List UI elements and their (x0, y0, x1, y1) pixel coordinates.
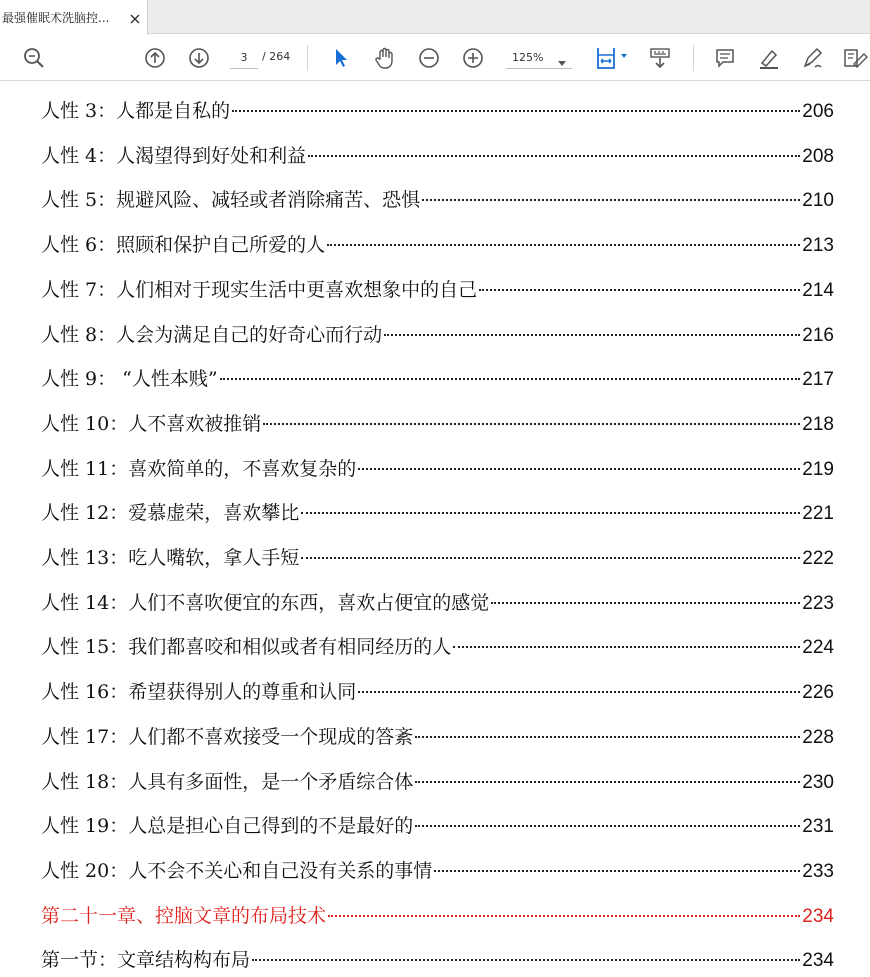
toc-entry-title: 人性 4：人渴望得到好处和利益 (41, 144, 307, 167)
toc-entry[interactable] (41, 588, 834, 618)
toc-entry[interactable] (41, 811, 834, 841)
toc-entry-title: 人性 7：人们相对于现实生活中更喜欢想象中的自己 (41, 278, 478, 301)
zoom-out-button[interactable] (414, 43, 444, 73)
zoom-search-button[interactable] (19, 43, 49, 73)
caret-down-icon (558, 56, 566, 69)
toc-entry-title: 人性 12：爱慕虚荣，喜欢攀比 (41, 502, 300, 525)
close-icon[interactable] (129, 10, 141, 22)
document-tab[interactable] (0, 0, 148, 35)
toc-entry[interactable] (41, 901, 834, 931)
toc-entry-title: 人性 6：照顾和保护自己所爱的人 (41, 234, 326, 257)
hand-icon (373, 46, 397, 70)
toc-leader-dots (384, 334, 800, 336)
edit-button[interactable] (840, 43, 870, 73)
toc-leader-dots (415, 825, 800, 827)
scroll-mode-button[interactable] (645, 43, 675, 73)
document-page (0, 82, 870, 977)
arrow-up-circle-icon (144, 47, 166, 69)
fit-width-icon (594, 45, 630, 71)
toolbar-divider (307, 45, 308, 71)
toc-entry-title: 人性 15：我们都喜咬和相似或者有相同经历的人 (41, 636, 452, 659)
toc-entry-title: 人性 18：人具有多面性，是一个矛盾综合体 (41, 770, 414, 793)
toc-entry[interactable] (41, 364, 834, 394)
toc-leader-dots (358, 468, 800, 470)
toc-entry-page: 233 (802, 860, 834, 882)
page-number-input[interactable] (230, 47, 258, 69)
toc-leader-dots (263, 423, 800, 425)
edit-document-icon (842, 46, 868, 70)
toc-entry-page: 234 (802, 905, 834, 927)
toc-entry-title: 人性 10：人不喜欢被推销 (41, 412, 262, 435)
arrow-down-circle-icon (188, 47, 210, 69)
next-page-button[interactable] (184, 43, 214, 73)
plus-circle-icon (462, 47, 484, 69)
hand-tool-button[interactable] (370, 43, 400, 73)
pen-icon (801, 46, 825, 70)
toc-leader-dots (415, 781, 800, 783)
comment-button[interactable] (710, 43, 740, 73)
toc-entry-page: 208 (802, 145, 834, 167)
toc-leader-dots (328, 915, 800, 917)
toc-entry[interactable] (41, 320, 834, 350)
toc-entry[interactable] (41, 230, 834, 260)
toc-leader-dots (434, 870, 800, 872)
toc-entry[interactable] (41, 677, 834, 707)
toc-entry-title: 人性 20：人不会不关心和自己没有关系的事情 (41, 859, 433, 882)
toc-entry[interactable] (41, 543, 834, 573)
toc-entry[interactable] (41, 498, 834, 528)
toc-entry-title: 人性 14：人们不喜吹便宜的东西，喜欢占便宜的感觉 (41, 591, 490, 614)
toc-leader-dots (327, 244, 800, 246)
toc-entry-page: 218 (802, 413, 834, 435)
toc-leader-dots (301, 512, 800, 514)
toc-entry-title: 第二十一章、控脑文章的布局技术 (41, 904, 327, 927)
toc-entry-page: 210 (802, 190, 834, 212)
toc-entry[interactable] (41, 722, 834, 752)
toc-entry-title: 人性 8：人会为满足自己的好奇心而行动 (41, 323, 383, 346)
zoom-level-select[interactable] (506, 47, 572, 69)
keyboard-scroll-icon (648, 46, 672, 70)
toc-entry-page: 224 (802, 637, 834, 659)
previous-page-button[interactable] (140, 43, 170, 73)
toc-entry-page: 219 (802, 458, 834, 480)
minus-circle-icon (418, 47, 440, 69)
toc-entry[interactable] (41, 409, 834, 439)
toc-entry[interactable] (41, 96, 834, 126)
toolbar (0, 35, 870, 81)
toc-entry[interactable] (41, 275, 834, 305)
toc-entry-title: 第一节：文章结构构布局 (41, 949, 251, 972)
toc-leader-dots (252, 959, 800, 961)
toc-entry[interactable] (41, 141, 834, 171)
select-tool-button[interactable] (326, 43, 356, 73)
highlight-button[interactable] (754, 43, 784, 73)
toc-entry-page: 214 (802, 279, 834, 301)
toc-entry-page: 222 (802, 548, 834, 569)
toc-entry-title: 人性 9： “人性本贱” (41, 368, 218, 391)
toc-entry-page: 231 (802, 816, 834, 838)
zoom-level-value: 125% (512, 51, 544, 64)
toolbar-divider (693, 45, 694, 71)
toc-entry[interactable] (41, 767, 834, 797)
toc-entry-page: 228 (802, 726, 834, 748)
toc-entry-title: 人性 11：喜欢简单的，不喜欢复杂的 (41, 457, 357, 480)
toc-leader-dots (479, 289, 800, 291)
toc-entry-title: 人性 3：人都是自私的 (41, 100, 231, 122)
fit-page-button[interactable] (592, 43, 632, 73)
draw-button[interactable] (798, 43, 828, 73)
toc-entry-page: 221 (802, 503, 834, 525)
toc-leader-dots (358, 691, 800, 693)
toc-entry[interactable] (41, 945, 834, 975)
toc-entry-page: 216 (802, 324, 834, 346)
toc-entry[interactable] (41, 856, 834, 886)
toc-leader-dots (453, 646, 800, 648)
highlighter-icon (757, 46, 781, 70)
toc-entry-title: 人性 5：规避风险、减轻或者消除痛苦、恐惧 (41, 189, 421, 212)
cursor-arrow-icon (331, 47, 351, 69)
toc-entry-page: 230 (802, 771, 834, 793)
toc-entry-page: 206 (802, 101, 834, 122)
magnifier-minus-icon (22, 46, 46, 70)
toc-entry[interactable] (41, 454, 834, 484)
toc-entry[interactable] (41, 185, 834, 215)
toc-leader-dots (232, 110, 800, 112)
toc-entry-title: 人性 19：人总是担心自己得到的不是最好的 (41, 815, 414, 838)
toc-entry-page: 234 (802, 950, 834, 972)
toc-entry-title: 人性 17：人们都不喜欢接受一个现成的答紊 (41, 725, 414, 748)
page-total-label: / 264 (262, 50, 291, 63)
toc-leader-dots (415, 736, 800, 738)
toc-entry-page: 223 (802, 592, 834, 614)
toc-leader-dots (491, 602, 800, 604)
toc-entry-title: 人性 16：希望获得别人的尊重和认同 (41, 681, 357, 704)
toc-leader-dots (301, 557, 800, 559)
toc-leader-dots (422, 199, 800, 201)
zoom-in-button[interactable] (458, 43, 488, 73)
toc-entry-title: 人性 13：吃人嘴软，拿人手短 (41, 547, 300, 569)
toc-leader-dots (308, 155, 800, 157)
toc-entry-page: 217 (802, 369, 834, 391)
toc-entry-page: 213 (802, 235, 834, 257)
toc-entry[interactable] (41, 632, 834, 662)
toc-entry-page: 226 (802, 682, 834, 704)
document-tab-title: 最强催眠术洗脑控... (2, 11, 110, 25)
tab-bar (0, 0, 870, 34)
comment-icon (714, 47, 736, 69)
toc-leader-dots (220, 378, 801, 380)
